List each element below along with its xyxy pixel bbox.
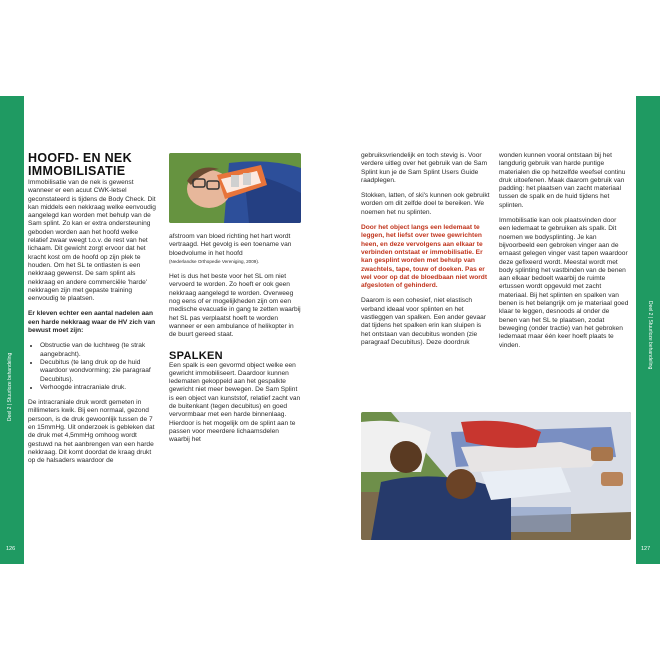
paragraph: Immobilisatie van de nek is gewenst wanneer er een acuut CWK-letsel geconstateerd is tijdens de Body Check. Dit kan middels een nekkraag welke eenvoudig aangelegd kan worden met behulp van de Sam splint. Zo kan er extra ondersteuning geboden worden aan het hoofd welke relatief zwaar weegt t.o.v. de rest van het lichaam. Dit gewicht zorgt ervoor dat het kracht kost om de hoofd op zijn plek te houden. Om het SL te ontlasten is een nekkraag gewenst. De sam splint als nekkraag en andere commerciële 'harde' nekkragen zijn met gepaste training eenvoudig te plaatsen.: [28, 179, 156, 303]
list-item: • Decubitus (te lang druk op de huid waardoor wondvorming; zie paragraaf Decubitus).: [40, 359, 158, 384]
paragraph: gebruiksvriendelijk en toch stevig is. Voor verdere uitleg over het gebruik van de Sam Splint kun je de Sam Splint Users Guide raadplegen.: [361, 152, 488, 184]
left-side-label: Deel 2 | Stuurloze behandeling: [7, 352, 13, 421]
left-column-1: [28, 152, 158, 473]
right-column-2: [499, 152, 629, 357]
right-side-label: Deel 2 | Stuurloze behandeling: [647, 301, 653, 370]
section-heading: HOOFD- EN NEK IMMOBILISATIE: [28, 151, 132, 178]
right-page-number: 127: [641, 546, 651, 552]
paragraph: Daarom is een cohesief, niet elastisch verband ideaal voor splinten en het vastleggen van spalken. Een ander gevaar dat tijdens het spalken erin kan sluipen is het ontstaan van decubitus wonden (zie paragraaf Decubitus). Deze doordruk: [361, 297, 487, 346]
bullet-list: [28, 342, 158, 392]
paragraph: Het is dus het beste voor het SL om niet vervoerd te worden. Zo hoeft er ook geen nekkraag aangelegd te worden. Overweeg nog eens of er mogelijkheden zijn om een medische evacuatie in gang te zetten waarbij het SL pas verplaatst hoeft te worden wanneer er een ambulance of helikopter in de buurt gereed staat.: [169, 273, 301, 339]
paragraph: afstroom van bloed richting het hart wordt vertraagd. Het gevolg is een toename van bloedvolume in het hoofd: [169, 233, 292, 257]
list-item: • Obstructie van de luchtweg (te strak aangebracht).: [40, 342, 158, 359]
citation: (Nederlandse Orthopedie Vereniging, 2009).: [169, 258, 260, 264]
paragraph-bold: Er kleven echter een aantal nadelen aan een harde nekkraag waar de HV zich van bewust moet zijn:: [28, 310, 156, 335]
leg-splint-photo: [361, 412, 631, 540]
book-spread: [0, 96, 660, 564]
neck-collar-photo: [169, 153, 301, 223]
left-page-number: 126: [6, 546, 16, 552]
paragraph: Stokken, latten, of ski's kunnen ook gebruikt worden om dit zelfde doel te bereiken. We noemen het nu splinten.: [361, 192, 490, 216]
neck-collar-illustration: [169, 153, 301, 223]
right-page-edge: [636, 96, 660, 564]
left-page-edge: [0, 96, 24, 564]
highlight-paragraph: Door het object langs een ledemaat te leggen, het liefst over twee gewrichten heen, en deze vervolgens aan elkaar te verbinden ontstaat er immobilisatie. Er kan gesplint worden met behulp van zwachtels, tape, touw of doeken. Pas er wel voor op dat de bloedbaan niet wordt afgesloten of gehinderd.: [361, 224, 488, 290]
list-item: • Verhoogde intracraniale druk.: [40, 384, 158, 392]
leg-splint-illustration: [361, 412, 631, 540]
paragraph: Immobilisatie kan ook plaatsvinden door een ledemaat te gebruiken als spalk. Dit noemen we bodysplinting. Je kan bijvoorbeeld een gebroken vinger aan de ernaast gelegen vinger vast tapen waardoor deze gefixeerd wordt. Meestal wordt met body splinting het vastbinden van de benen aan elkaar bedoelt waarbij de ruimte ertussen wordt opgevuld met zacht materiaal. Bij het splinten en spalken van benen is het belangrijk om je materiaal goed klaar te leggen, desnoods al onder de benen van het SL te plaatsen, zodat beweging (onder tractie) van het gebroken ledemaat maar één keer hoeft plaats te vinden.: [499, 217, 629, 349]
section-heading-spalken: SPALKEN: [169, 349, 223, 362]
right-column-1: [361, 152, 491, 354]
paragraph: wonden kunnen vooral ontstaan bij het langdurig gebruik van harde puntige materialen die op hetzelfde weefsel continu druk uitoefenen. Maak daarom gebruik van padding: het plaatsen van zacht materiaal tussen de spalk en de huid tijdens het splinten.: [499, 152, 626, 209]
paragraph: Een spalk is een gevormd object welke een gewricht immobiliseert. Daardoor kunnen ledematen gekoppeld aan het gespalkte gewricht niet meer bewegen. De Sam Splint is een object van kunststof, relatief zacht van de buitenkant (tegen decubitus) en goed vervormbaar met een harde binnenlaag. Hierdoor is het mogelijk om de splint aan te passen voor meerdere lichaamsdelen waarbij het: [169, 361, 301, 444]
left-column-2: [169, 233, 301, 452]
paragraph: De intracraniale druk wordt gemeten in millimeters kwik. Bij een normaal, gezond persoon, is de druk gewoonlijk tussen de 7 en 15mmHg. Uit onderzoek is gebleken dat de druk met 4,5mmHg omhoog wordt gestuwd na het aanbrengen van een harde nekkraag. Dit komt doordat de kraag drukt op de halsaders waardoor de: [28, 399, 155, 465]
